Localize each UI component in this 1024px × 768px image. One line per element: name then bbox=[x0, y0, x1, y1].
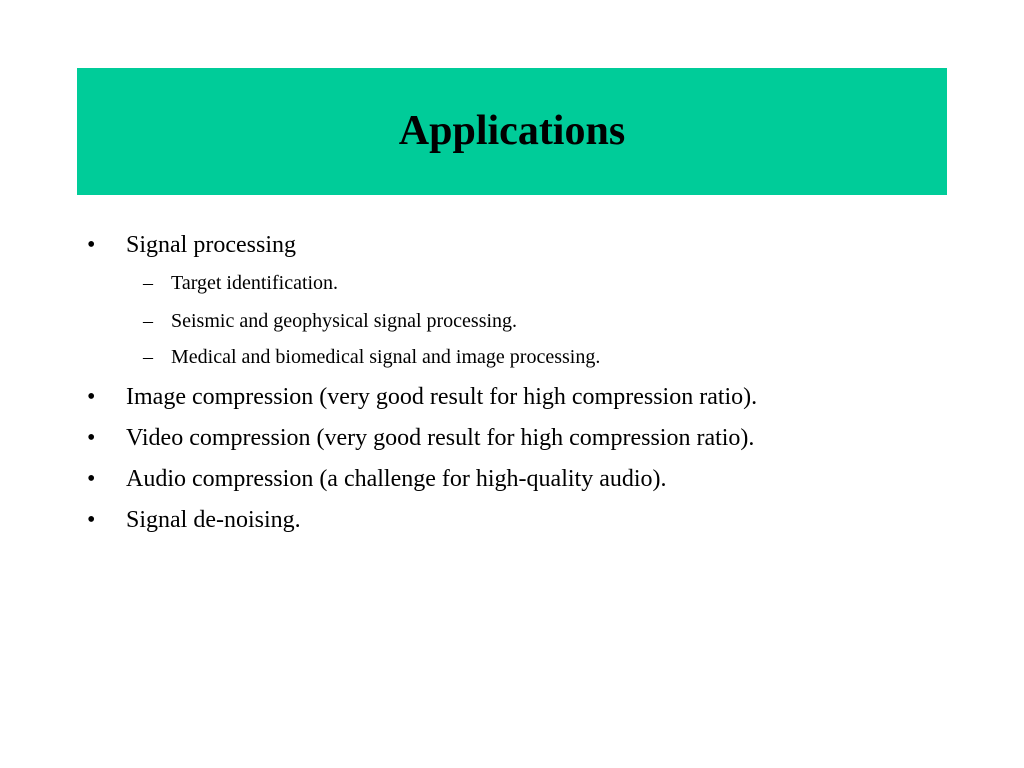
list-item-text: Signal de-noising. bbox=[126, 507, 301, 533]
list-item-text: Video compression (very good result for high compression ratio). bbox=[126, 425, 755, 451]
bullet-marker: • bbox=[87, 232, 96, 258]
list-item-text: Image compression (very good result for high compression ratio). bbox=[126, 384, 758, 410]
bullet-marker: • bbox=[87, 384, 96, 410]
bullet-marker: • bbox=[87, 466, 96, 492]
sub-list-item-text: Seismic and geophysical signal processing. bbox=[171, 310, 518, 332]
dash-marker: – bbox=[143, 310, 153, 332]
sub-list-item-text: Medical and biomedical signal and image processing. bbox=[171, 346, 601, 368]
dash-marker: – bbox=[143, 346, 153, 368]
list-item-text: Signal processing bbox=[126, 232, 296, 258]
dash-marker: – bbox=[143, 272, 153, 294]
bullet-marker: • bbox=[87, 507, 96, 533]
slide-title: Applications bbox=[398, 107, 626, 154]
bullet-marker: • bbox=[87, 425, 96, 451]
list-item-text: Audio compression (a challenge for high-quality audio). bbox=[126, 466, 667, 492]
sub-list-item-text: Target identification. bbox=[171, 272, 339, 294]
